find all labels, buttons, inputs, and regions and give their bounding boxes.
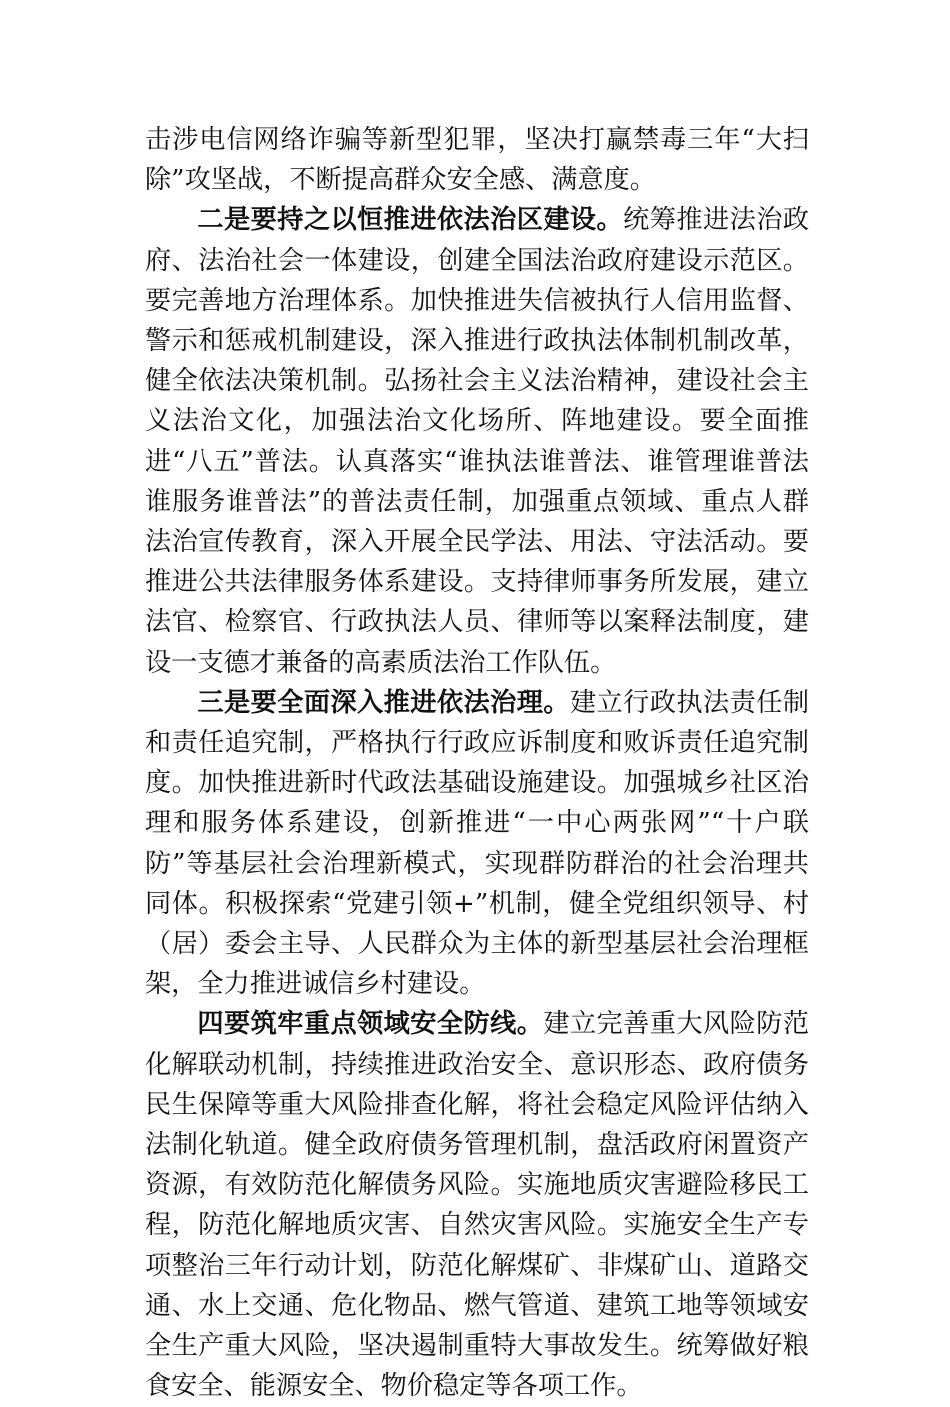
- paragraph-body: 建立完善重大风险防范化解联动机制，持续推进政治安全、意识形态、政府债务民生保障等重大风险排查化解，将社会稳定风险评估纳入法制化轨道。健全政府债务管理机制，盘活政府闲置资产资源，有效防范化解债务风险。实施地质灾害避险移民工程，防范化解地质灾害、自然灾害风险。实施安全生产专项整治三年行动计划，防范化解煤矿、非煤矿山、道路交通、水上交通、危化物品、燃气管道、建筑工地等领域安全生产重大风险，坚决遏制重特大事故发生。统筹做好粮食安全、能源安全、物价稳定等各项工作。: [145, 1009, 810, 1402]
- paragraph-body: 统筹推进法治政府、法治社会一体建设，创建全国法治政府建设示范区。要完善地方治理体系。加快推进失信被执行人信用监督、警示和惩戒机制建设，深入推进行政执法体制机制改革，健全依法决策机制。弘扬社会主义法治精神，建设社会主义法治文化，加强法治文化场所、阵地建设。要全面推进“八五”普法。认真落实“谁执法谁普法、谁管理谁普法谁服务谁普法”的普法责任制，加强重点领域、重点人群法治宣传教育，深入开展全民学法、用法、守法活动。要推进公共法律服务体系建设。支持律师事务所发展，建立法官、检察官、行政执法人员、律师等以案释法制度，建设一支德才兼备的高素质法治工作队伍。: [145, 205, 810, 678]
- paragraph-body: 击涉电信网络诈骗等新型犯罪，坚决打赢禁毒三年“大扫除”攻坚战，不断提高群众安全感、满意度。: [145, 125, 809, 196]
- paragraph-continuation: [145, 120, 809, 200]
- paragraph-security-defense: [145, 1004, 809, 1406]
- paragraph-lead: 三是要全面深入推进依法治理。: [197, 686, 570, 718]
- paragraph-law-based-governance: [145, 683, 809, 1005]
- document-page: [145, 120, 809, 1407]
- paragraph-lead: 二是要持之以恒推进依法治区建设。: [197, 204, 624, 236]
- paragraph-rule-of-law-district: [145, 200, 809, 682]
- paragraph-lead: 四要筑牢重点领域安全防线。: [197, 1008, 544, 1040]
- paragraph-body: 建立行政执法责任制和责任追究制，严格执行行政应诉制度和败诉责任追究制度。加快推进新时代政法基础设施建设。加强城乡社区治理和服务体系建设，创新推进“一中心两张网”“十户联防”等基层社会治理新模式，实现群防群治的社会治理共同体。积极探索“党建引领+”机制，健全党组织领导、村（居）委会主导、人民群众为主体的新型基层社会治理框架，全力推进诚信乡村建设。: [145, 687, 810, 1000]
